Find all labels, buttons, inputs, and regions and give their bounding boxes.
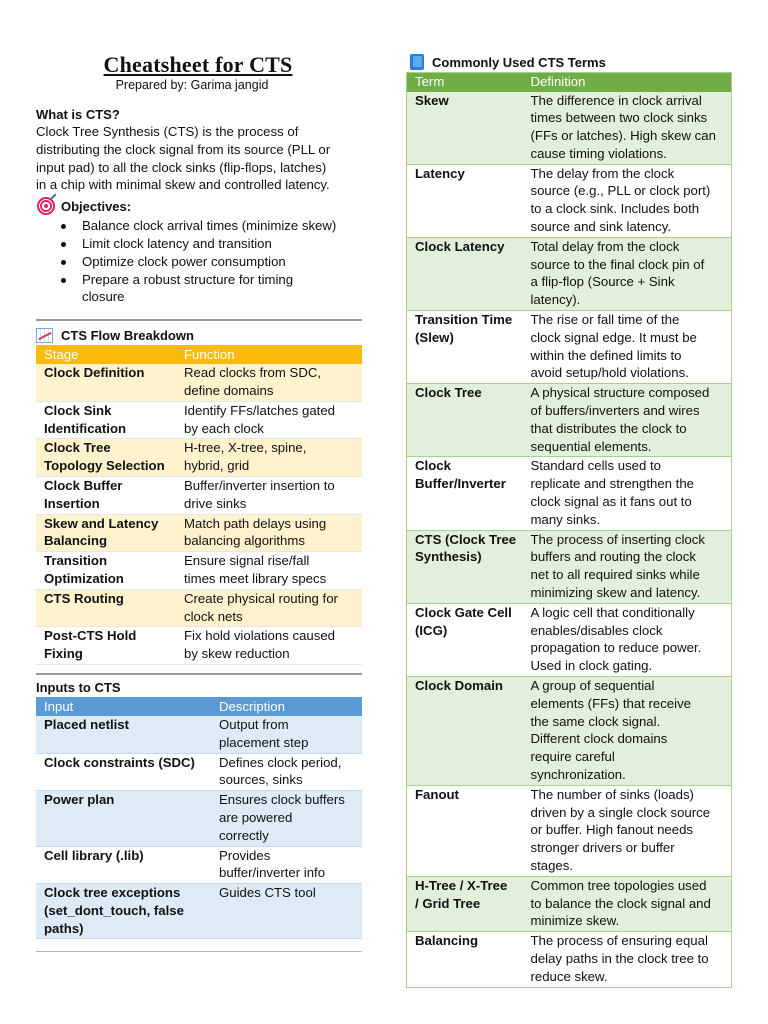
flow-row (36, 552, 362, 590)
section-divider (36, 319, 362, 321)
paragraph-line: input pad) to all the clock sinks (flip-flops, latches) (36, 159, 327, 175)
terms-cell-term: Fanout (407, 785, 523, 876)
objectives-list (36, 217, 362, 306)
objective-item: Optimize clock power consumption (36, 253, 362, 271)
objective-item: Prepare a robust structure for timing closure (36, 271, 362, 307)
terms-row (407, 530, 732, 603)
terms-row (407, 164, 732, 237)
terms-row (407, 876, 732, 931)
flow-heading-label: CTS Flow Breakdown (61, 328, 194, 344)
flow-cell-stage: Skew and Latency Balancing (36, 514, 176, 552)
terms-cell-term: Clock Latency (407, 237, 523, 310)
flow-cell-stage: Clock Definition (36, 364, 176, 401)
flow-row (36, 476, 362, 514)
terms-row (407, 932, 732, 987)
flow-table (36, 345, 362, 665)
chart-increasing-icon (36, 328, 53, 343)
flow-header-row (36, 345, 362, 364)
terms-col-definition: Definition (523, 73, 732, 92)
terms-cell-definition: A logic cell that conditionally enables/disables clock propagation to reduce power. Used in clock gating. (523, 603, 732, 676)
inputs-rows (36, 716, 362, 939)
terms-cell-term: H-Tree / X-Tree / Grid Tree (407, 876, 523, 931)
flow-cell-function: H-tree, X-tree, spine, hybrid, grid (176, 439, 362, 477)
terms-row (407, 785, 732, 876)
flow-rows (36, 364, 362, 664)
inputs-cell-description: Ensures clock buffers are powered correctly (211, 791, 362, 846)
flow-cell-function: Identify FFs/latches gated by each clock (176, 401, 362, 439)
terms-cell-definition: The rise or fall time of the clock signal edge. It must be within the defined limits to avoid setup/hold violations. (523, 311, 732, 384)
inputs-cell-description: Provides buffer/inverter info (211, 846, 362, 884)
inputs-cell-input: Cell library (.lib) (36, 846, 211, 884)
objectives-heading (36, 197, 362, 215)
flow-cell-stage: Post-CTS Hold Fixing (36, 627, 176, 665)
inputs-cell-description: Guides CTS tool (211, 884, 362, 939)
flow-cell-function: Read clocks from SDC, define domains (176, 364, 362, 401)
terms-cell-definition: Common tree topologies used to balance the clock signal and minimize skew. (523, 876, 732, 931)
target-icon (37, 197, 55, 215)
inputs-row (36, 753, 362, 791)
terms-header-row (407, 73, 732, 92)
flow-col-function: Function (176, 345, 362, 364)
terms-row (407, 237, 732, 310)
inputs-heading: Inputs to CTS (36, 679, 121, 695)
terms-cell-term: Clock Tree (407, 384, 523, 457)
terms-cell-term: Clock Gate Cell (ICG) (407, 603, 523, 676)
terms-cell-term: Skew (407, 92, 523, 165)
inputs-cell-input: Placed netlist (36, 716, 211, 753)
flow-cell-function: Fix hold violations caused by skew reduction (176, 627, 362, 665)
terms-row (407, 311, 732, 384)
terms-cell-term: Clock Domain (407, 677, 523, 786)
terms-cell-definition: The number of sinks (loads) driven by a single clock source or buffer. High fanout needs stronger drivers or buffer stages. (523, 785, 732, 876)
terms-row (407, 92, 732, 165)
terms-heading-label: Commonly Used CTS Terms (432, 54, 606, 70)
terms-cell-definition: Total delay from the clock source to the final clock pin of a flip-flop (Source + Sink latency). (523, 237, 732, 310)
terms-cell-definition: The process of ensuring equal delay paths in the clock tree to reduce skew. (523, 932, 732, 987)
flow-row (36, 364, 362, 401)
inputs-cell-input: Clock tree exceptions (set_dont_touch, false paths) (36, 884, 211, 939)
terms-cell-definition: A physical structure composed of buffers/inverters and wires that distributes the clock to sequential elements. (523, 384, 732, 457)
terms-cell-term: Balancing (407, 932, 523, 987)
flow-cell-function: Buffer/inverter insertion to drive sinks (176, 476, 362, 514)
flow-cell-stage: Clock Sink Identification (36, 401, 176, 439)
paragraph-line: distributing the clock signal from its source (PLL or (36, 141, 331, 157)
terms-cell-definition: Standard cells used to replicate and strengthen the clock signal as it fans out to many sinks. (523, 457, 732, 530)
author-line: Prepared by: Garima jangid (115, 78, 269, 92)
terms-cell-term: Latency (407, 164, 523, 237)
inputs-cell-input: Clock constraints (SDC) (36, 753, 211, 791)
terms-cell-definition: The process of inserting clock buffers and routing the clock net to all required sinks while minimizing skew and latency. (523, 530, 732, 603)
page-title: Cheatsheet for CTS (103, 52, 293, 77)
inputs-row (36, 884, 362, 939)
section-divider (36, 673, 362, 675)
inputs-col-description: Description (211, 697, 362, 716)
flow-cell-stage: CTS Routing (36, 589, 176, 627)
flow-cell-function: Match path delays using balancing algorithms (176, 514, 362, 552)
terms-rows (407, 92, 732, 988)
objective-item: Limit clock latency and transition (36, 235, 362, 253)
inputs-table (36, 697, 362, 940)
inputs-row (36, 846, 362, 884)
objective-item: Balance clock arrival times (minimize skew) (36, 217, 362, 235)
section-divider (36, 951, 362, 952)
terms-row (407, 384, 732, 457)
terms-row (407, 457, 732, 530)
flow-row (36, 439, 362, 477)
terms-table (406, 72, 732, 988)
right-column (406, 52, 732, 988)
flow-cell-function: Create physical routing for clock nets (176, 589, 362, 627)
flow-col-stage: Stage (36, 345, 176, 364)
left-column (36, 52, 362, 952)
inputs-cell-description: Defines clock period, sources, sinks (211, 753, 362, 791)
inputs-row (36, 791, 362, 846)
flow-row (36, 627, 362, 665)
flow-row (36, 401, 362, 439)
terms-cell-definition: The delay from the clock source (e.g., PLL or clock port) to a clock sink. Includes both source and sink latency. (523, 164, 732, 237)
terms-cell-term: Transition Time (Slew) (407, 311, 523, 384)
inputs-cell-input: Power plan (36, 791, 211, 846)
terms-cell-term: CTS (Clock Tree Synthesis) (407, 530, 523, 603)
terms-cell-term: Clock Buffer/Inverter (407, 457, 523, 530)
terms-heading (410, 54, 732, 70)
paragraph-line: in a chip with minimal skew and controlled latency. (36, 177, 330, 193)
inputs-header-row (36, 697, 362, 716)
inputs-col-input: Input (36, 697, 211, 716)
what-is-cts-heading: What is CTS? (36, 107, 120, 122)
flow-row (36, 589, 362, 627)
inputs-cell-description: Output from placement step (211, 716, 362, 753)
terms-cell-definition: A group of sequential elements (FFs) that receive the same clock signal. Different clock domains require careful synchronization. (523, 677, 732, 786)
inputs-row (36, 716, 362, 753)
blue-book-icon (410, 54, 424, 70)
objectives-label: Objectives: (61, 198, 132, 214)
terms-row (407, 677, 732, 786)
flow-row (36, 514, 362, 552)
paragraph-line: Clock Tree Synthesis (CTS) is the process of (36, 124, 299, 139)
terms-row (407, 603, 732, 676)
flow-cell-stage: Clock Tree Topology Selection (36, 439, 176, 477)
flow-cell-stage: Transition Optimization (36, 552, 176, 590)
terms-cell-definition: The difference in clock arrival times between two clock sinks (FFs or latches). High skew can cause timing violations. (523, 92, 732, 165)
flow-cell-function: Ensure signal rise/fall times meet library specs (176, 552, 362, 590)
flow-cell-stage: Clock Buffer Insertion (36, 476, 176, 514)
terms-col-term: Term (407, 73, 523, 92)
flow-heading (36, 328, 362, 343)
cts-definition-paragraph (36, 123, 362, 194)
